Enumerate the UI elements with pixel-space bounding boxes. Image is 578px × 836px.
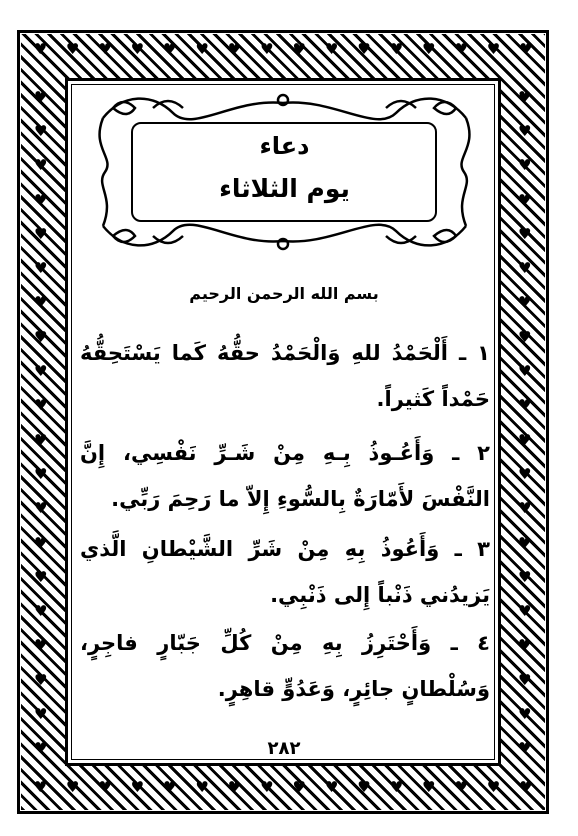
heart-ornament-icon: ♥ [518,704,532,723]
heart-ornament-icon: ♥ [34,567,48,586]
heart-ornament-icon: ♥ [518,259,532,278]
heart-ornament-icon: ♥ [65,40,80,58]
heart-ornament-icon: ♥ [34,739,48,758]
heart-ornament-icon: ♥ [98,40,112,58]
heart-ornament-icon: ♥ [34,293,48,312]
heart-ornament-icon: ♥ [34,499,48,518]
verse-paragraph: ٢ ـ وَأَعُـوذُ بِـهِ مِنْ شَـرِّ نَفْسِي، إِنَّ النَّفْسَ لأَمّارَةٌ بِالسُّوءِ إِلاّ ما رَحِمَ رَبِّي. [80,441,490,511]
heart-ornament-icon: ♥ [518,87,532,106]
heart-ornament-icon: ♥ [518,156,532,175]
heart-ornament-icon: ♥ [34,224,48,243]
heart-ornament-icon: ♥ [162,40,177,58]
heart-ornament-icon: ♥ [130,40,145,58]
heart-ornament-icon: ♥ [518,327,532,346]
heart-ornament-icon: ♥ [34,190,48,209]
heart-ornament-icon: ♥ [65,778,80,796]
heart-ornament-icon: ♥ [421,778,436,796]
heart-ornament-icon: ♥ [421,40,436,58]
heart-ornament-icon: ♥ [260,778,274,796]
heart-ornament-icon: ♥ [292,778,306,796]
heart-ornament-icon: ♥ [518,121,532,140]
heart-ornament-icon: ♥ [33,40,47,58]
heart-ornament-icon: ♥ [519,40,533,58]
heart-ornament-icon: ♥ [518,293,532,312]
heart-ornament-icon: ♥ [454,778,468,796]
prayer-subtitle: يوم الثلاثاء [219,174,350,203]
heart-ornament-icon: ♥ [292,40,306,58]
heart-ornament-icon: ♥ [518,396,532,415]
heart-ornament-icon: ♥ [227,778,242,796]
heart-ornament-icon: ♥ [518,362,532,381]
heart-ornament-icon: ♥ [518,670,532,689]
right-heart-column [518,80,533,766]
verse-paragraph: ١ ـ أَلْحَمْدُ للهِ وَالْحَمْدُ حقُّهُ كَما يَسْتَحِقُّهُ حَمْداً كَثيراً. [80,341,490,411]
verse-paragraph: ٤ ـ وَأَحْتَرِزُ بِهِ مِنْ كُلِّ جَبّارٍ فاجِرٍ، وَسُلْطانٍ جائِرٍ، وَعَدُوٍّ قاهِرٍ. [80,631,490,701]
heart-ornament-icon: ♥ [34,87,48,106]
heart-ornament-icon: ♥ [486,40,501,58]
heart-ornament-icon: ♥ [98,778,112,796]
heart-ornament-icon: ♥ [454,40,468,58]
heart-ornament-icon: ♥ [324,778,339,796]
top-heart-row [24,42,542,57]
heart-ornament-icon: ♥ [34,430,48,449]
heart-ornament-icon: ♥ [34,636,48,655]
heart-ornament-icon: ♥ [357,778,371,796]
heart-ornament-icon: ♥ [518,190,532,209]
verse-paragraph: ٣ ـ وَأَعُوذُ بِهِ مِنْ شَرِّ الشَّيْطانِ الَّذي يَزيدُني ذَنْباً إِلى ذَنْبِي. [80,537,490,607]
heart-ornament-icon: ♥ [195,778,209,796]
heart-ornament-icon: ♥ [389,40,404,58]
heart-ornament-icon: ♥ [518,464,532,483]
bottom-heart-row [24,780,542,795]
heart-ornament-icon: ♥ [357,40,371,58]
heart-ornament-icon: ♥ [162,778,177,796]
heart-ornament-icon: ♥ [34,704,48,723]
heart-ornament-icon: ♥ [34,327,48,346]
heart-ornament-icon: ♥ [324,40,339,58]
prayer-title: دعاء [259,132,310,160]
page-number: ٢٨٢ [267,738,301,759]
heart-ornament-icon: ♥ [518,533,532,552]
heart-ornament-icon: ♥ [486,778,501,796]
title-cartouche [93,88,476,256]
heart-ornament-icon: ♥ [34,396,48,415]
heart-ornament-icon: ♥ [34,156,48,175]
basmala-line: بسم الله الرحمن الرحيم [189,284,379,303]
heart-ornament-icon: ♥ [518,739,532,758]
heart-ornament-icon: ♥ [518,602,532,621]
heart-ornament-icon: ♥ [34,602,48,621]
heart-ornament-icon: ♥ [389,778,404,796]
heart-ornament-icon: ♥ [518,430,532,449]
heart-ornament-icon: ♥ [34,670,48,689]
heart-ornament-icon: ♥ [260,40,274,58]
left-heart-column [34,80,49,766]
heart-ornament-icon: ♥ [518,499,532,518]
heart-ornament-icon: ♥ [518,636,532,655]
heart-ornament-icon: ♥ [34,259,48,278]
heart-ornament-icon: ♥ [195,40,209,58]
heart-ornament-icon: ♥ [34,464,48,483]
heart-ornament-icon: ♥ [34,362,48,381]
heart-ornament-icon: ♥ [34,121,48,140]
heart-ornament-icon: ♥ [227,40,242,58]
heart-ornament-icon: ♥ [518,567,532,586]
heart-ornament-icon: ♥ [34,533,48,552]
heart-ornament-icon: ♥ [519,778,533,796]
heart-ornament-icon: ♥ [518,224,532,243]
heart-ornament-icon: ♥ [130,778,145,796]
heart-ornament-icon: ♥ [33,778,47,796]
